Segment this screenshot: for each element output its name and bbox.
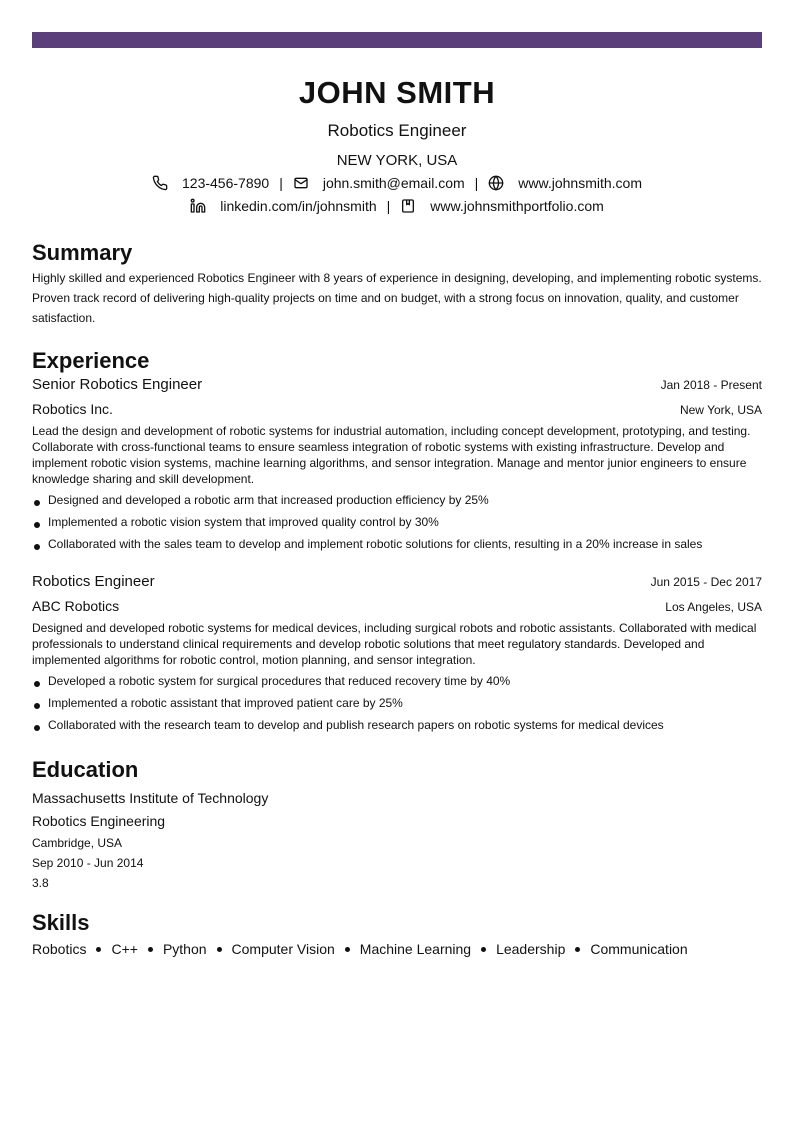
summary-heading: Summary (32, 240, 133, 265)
achievement-text: Developed a robotic system for surgical procedures that reduced recovery time by 40% (48, 674, 511, 688)
job-header (32, 374, 762, 396)
bullet-dot (34, 544, 40, 550)
portfolio-icon (400, 198, 416, 214)
education-gpa: 3.8 (32, 876, 49, 890)
website-link[interactable]: www.johnsmith.com (518, 174, 642, 191)
experience-heading: Experience (32, 348, 150, 373)
skill-item: Robotics (32, 941, 87, 957)
email-link[interactable]: john.smith@email.com (322, 174, 465, 191)
list-item (32, 511, 762, 533)
skill-separator-dot (481, 947, 486, 952)
skill-separator-dot (345, 947, 350, 952)
contact-row-1 (0, 171, 794, 194)
job-entry (32, 571, 762, 736)
globe-icon (488, 175, 504, 191)
skill-item: C++ (111, 941, 138, 957)
job-company-row (32, 595, 762, 618)
job-dates: Jan 2018 - Present (660, 378, 762, 392)
list-item (32, 489, 762, 511)
job-location: Los Angeles, USA (665, 600, 762, 614)
linkedin-link[interactable]: linkedin.com/in/johnsmith (220, 197, 377, 214)
skills-list (32, 938, 762, 960)
job-description: Lead the design and development of robotic systems for industrial automation, including concept development, prototyping, and testing. Collaborate with cross-functional teams to ensure seamless integration of robotic systems with existing infrastructure. Develop and implement robotic vision systems, machine learning algorithms, and sensor integration. Manage and mentor junior engineers to ensure knowledge sharing and skill development. (32, 424, 751, 486)
phone-number[interactable]: 123-456-7890 (182, 174, 270, 191)
skills-heading: Skills (32, 910, 90, 935)
list-item (32, 670, 762, 692)
list-item (32, 692, 762, 714)
separator: | (386, 197, 391, 214)
job-achievements (32, 489, 762, 555)
skills-section (32, 910, 762, 960)
job-dates: Jun 2015 - Dec 2017 (650, 575, 762, 589)
job-header (32, 571, 762, 593)
bullet-dot (34, 500, 40, 506)
candidate-location: NEW YORK, USA (336, 152, 458, 169)
job-entry (32, 374, 762, 555)
education-degree: Robotics Engineering (32, 813, 166, 829)
skill-item: Machine Learning (359, 941, 472, 957)
contact-row-2 (0, 194, 794, 217)
job-company: ABC Robotics (32, 598, 120, 614)
skill-separator-dot (575, 947, 580, 952)
list-item (32, 533, 762, 555)
summary-section (32, 240, 762, 328)
education-location: Cambridge, USA (32, 836, 123, 850)
education-section (32, 757, 762, 893)
skill-item: Leadership (496, 941, 566, 957)
mail-icon (293, 175, 309, 191)
skill-separator-dot (217, 947, 222, 952)
achievement-text: Implemented a robotic vision system that improved quality control by 30% (48, 515, 439, 529)
education-school: Massachusetts Institute of Technology (32, 790, 269, 806)
achievement-text: Collaborated with the research team to develop and publish research papers on robotic systems for medical devices (48, 718, 664, 732)
skill-separator-dot (148, 947, 153, 952)
experience-section (32, 348, 762, 736)
achievement-text: Designed and developed a robotic arm that increased production efficiency by 25% (48, 493, 489, 507)
bullet-dot (34, 522, 40, 528)
achievement-text: Collaborated with the sales team to develop and implement robotic solutions for clients, resulting in a 20% increase in sales (48, 537, 703, 551)
summary-text: Highly skilled and experienced Robotics Engineer with 8 years of experience in designing, developing, and implementing robotic systems. Proven track record of delivering high-quality projects on time and on budget, with a strong focus on innovation, quality, and customer satisfaction. (32, 271, 762, 325)
job-company: Robotics Inc. (32, 401, 113, 417)
job-company-row (32, 398, 762, 421)
linkedin-icon (190, 198, 206, 214)
phone-icon (152, 175, 168, 191)
job-title: Senior Robotics Engineer (32, 376, 203, 393)
achievement-text: Implemented a robotic assistant that improved patient care by 25% (48, 696, 403, 710)
skill-item: Computer Vision (231, 941, 335, 957)
education-heading: Education (32, 757, 139, 782)
bullet-dot (34, 681, 40, 687)
skill-item: Python (162, 941, 207, 957)
job-title: Robotics Engineer (32, 573, 155, 590)
bullet-dot (34, 725, 40, 731)
resume-header (0, 74, 794, 217)
accent-bar (32, 32, 762, 48)
portfolio-link[interactable]: www.johnsmithportfolio.com (430, 197, 604, 214)
education-dates: Sep 2010 - Jun 2014 (32, 856, 144, 870)
job-achievements (32, 670, 762, 736)
skill-separator-dot (96, 947, 101, 952)
skill-item: Communication (590, 941, 688, 957)
bullet-dot (34, 703, 40, 709)
separator: | (279, 174, 283, 191)
job-description: Designed and developed robotic systems for medical devices, including surgical robots and robotic assistants. Collaborated with medical professionals to understand clinical requirements and develop robotic solutions that meet regulatory standards. Developed and implemented algorithms for robotic control, motion planning, and sensor integration. (32, 621, 757, 667)
candidate-title: Robotics Engineer (327, 121, 467, 140)
list-item (32, 714, 762, 736)
job-location: New York, USA (679, 403, 762, 417)
separator: | (474, 174, 479, 191)
candidate-name: JOHN SMITH (298, 75, 496, 110)
